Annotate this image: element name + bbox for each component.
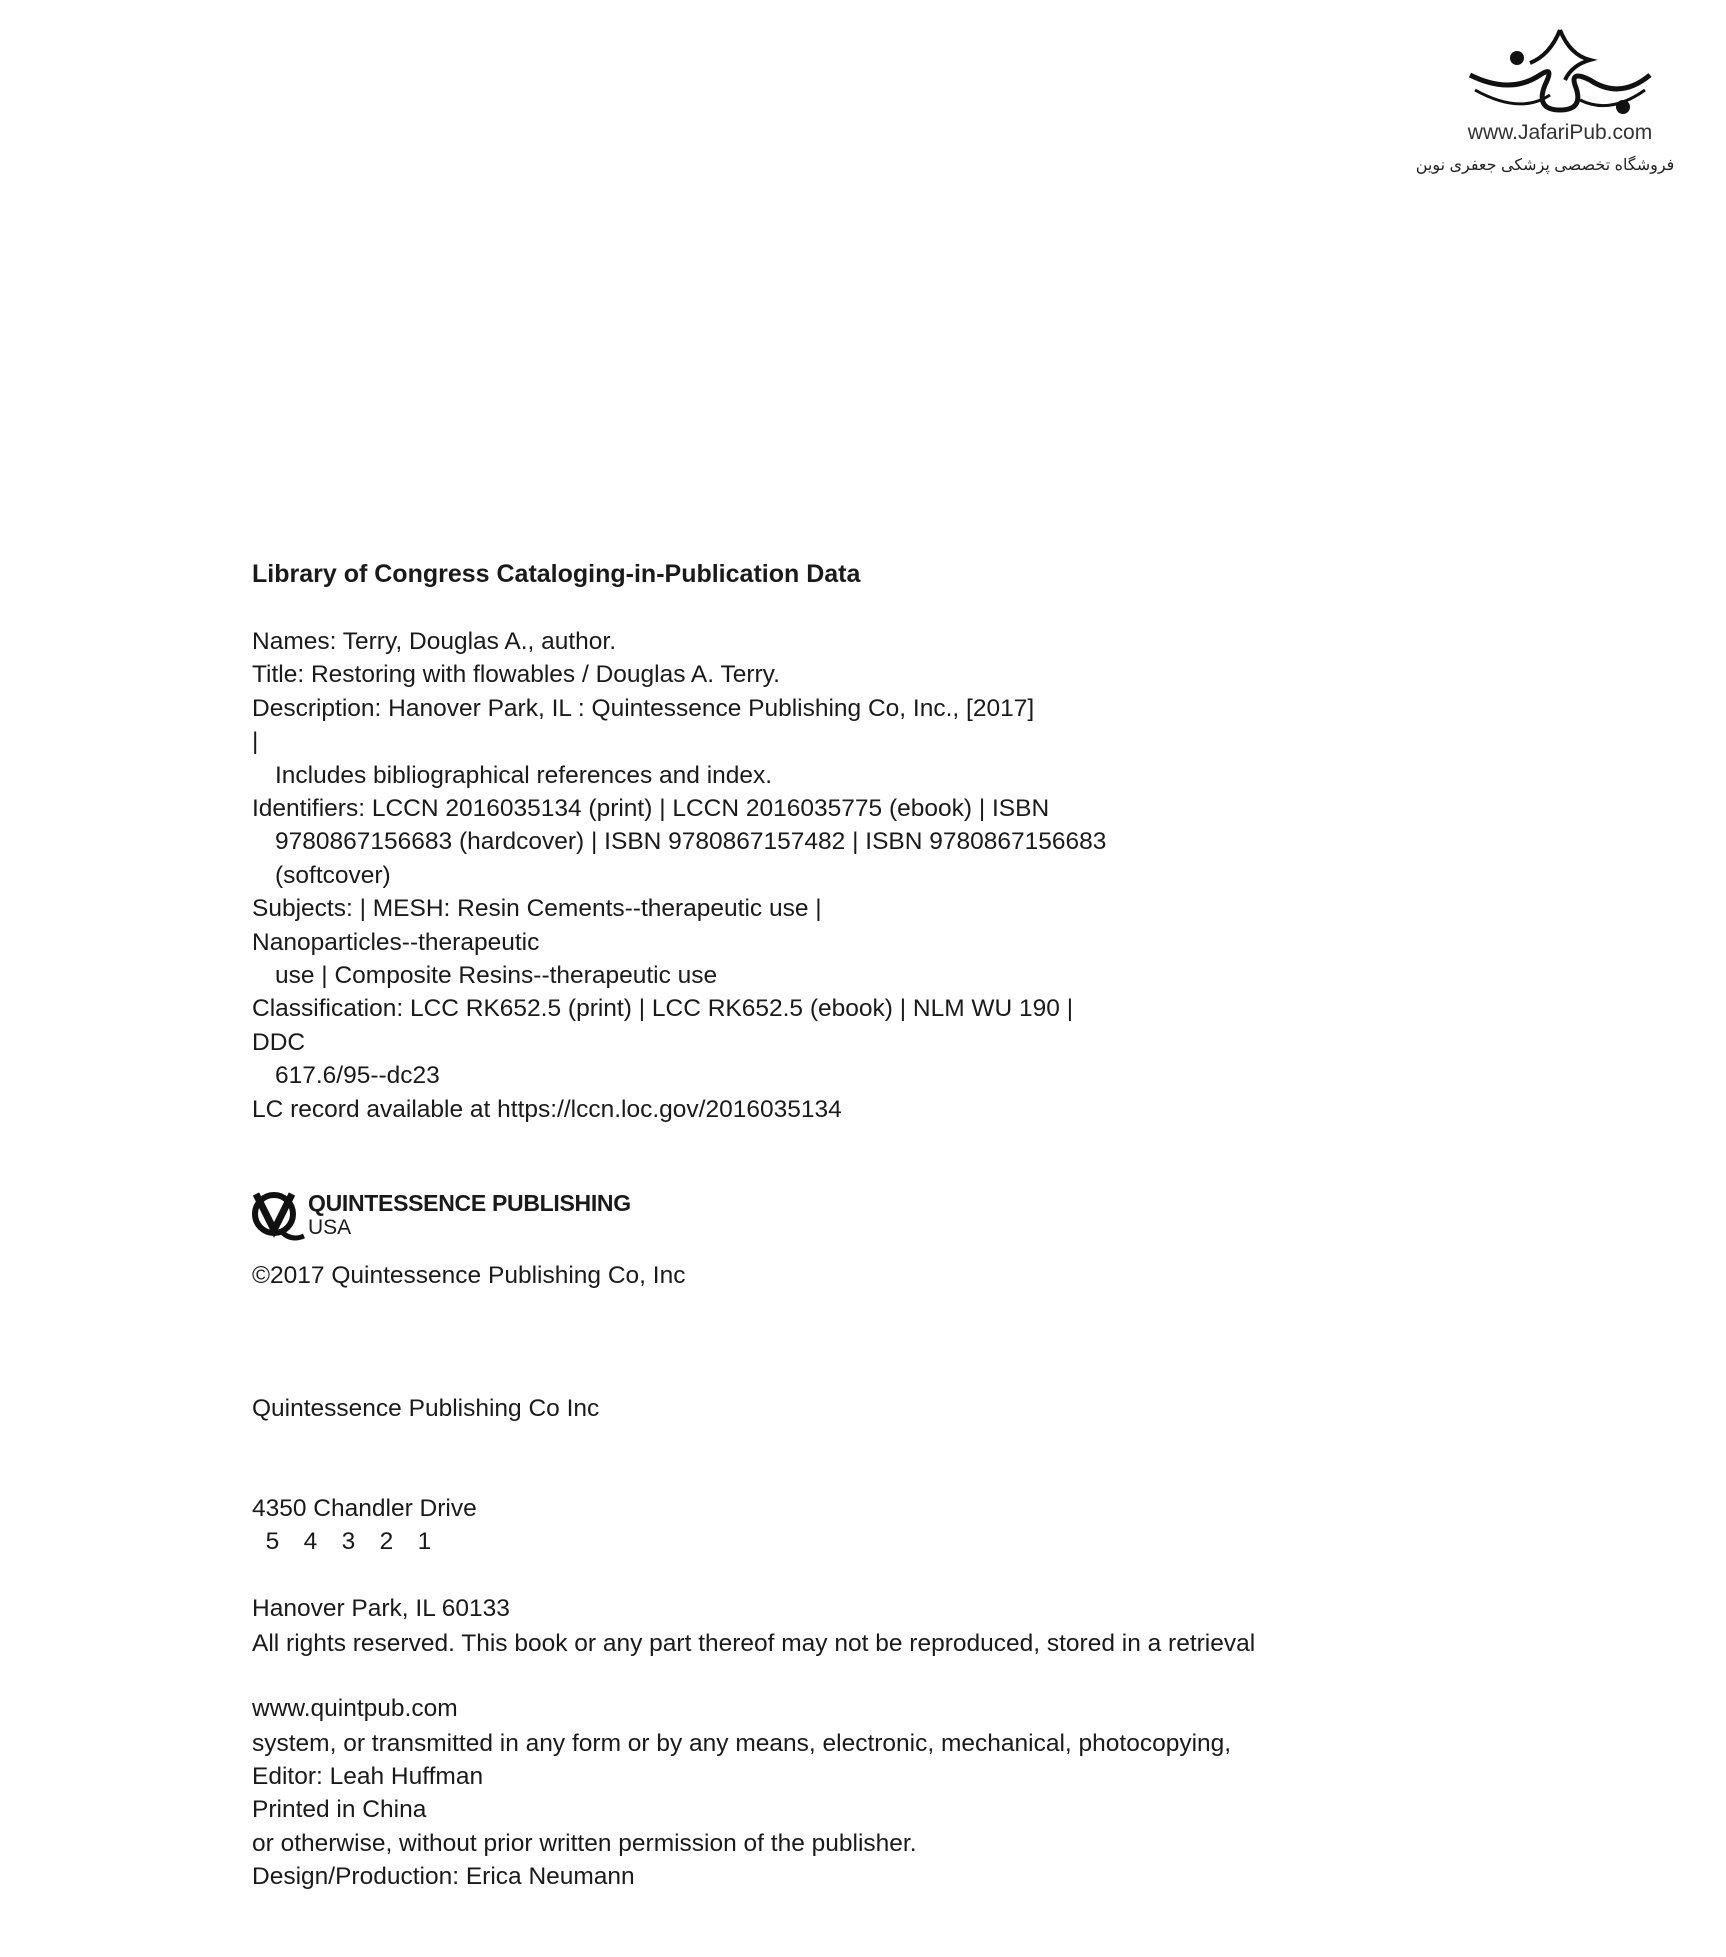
publisher-logo-name: QUINTESSENCE PUBLISHING (308, 1190, 631, 1216)
cip-line: Identifiers: LCCN 2016035134 (print) | LCCN 2016035775 (ebook) | ISBN (252, 795, 1050, 823)
qv-monogram-icon (250, 1190, 306, 1242)
publisher-logo-region: USA (308, 1216, 352, 1239)
cip-line: Names: Terry, Douglas A., author. (252, 628, 617, 655)
rights-line: or otherwise, without prior written permission of the publisher. (252, 1830, 917, 1858)
cip-line: Includes bibliographical references and index. (275, 761, 773, 789)
cip-line: Description: Hanover Park, IL : Quintessence Publishing Co, Inc., [2017] (252, 694, 1035, 722)
cip-line: Classification: LCC RK652.5 (print) | LCC RK652.5 (ebook) | NLM WU 190 | (252, 995, 1074, 1023)
address-line: 4350 Chandler Drive (252, 1495, 477, 1523)
watermark-persian-text: فروشگاه تخصصی پزشکی جعفری نوین (1415, 157, 1675, 174)
printed-in: Printed in China (252, 1796, 427, 1823)
rights-line: All rights reserved. This book or any part thereof may not be reproduced, stored in a retrieval (252, 1629, 1256, 1657)
cip-line: DDC (252, 1028, 306, 1056)
address-line: Quintessence Publishing Co Inc (252, 1394, 600, 1422)
copyright: ©2017 Quintessence Publishing Co, Inc (252, 1262, 686, 1289)
address-line: Hanover Park, IL 60133 (252, 1595, 510, 1623)
cip-line: 9780867156683 (hardcover) | ISBN 9780867157482 | ISBN 9780867156683 (275, 828, 1107, 856)
publisher-website: www.quintpub.com (252, 1695, 458, 1723)
rights-line: system, or transmitted in any form or by any means, electronic, mechanical, photocopying, (252, 1730, 1232, 1758)
printing-number: 2 (379, 1528, 394, 1556)
cip-line: 617.6/95--dc23 (275, 1062, 440, 1090)
cip-line: Subjects: | MESH: Resin Cements--therapeutic use | (252, 895, 822, 923)
cip-record (252, 625, 1106, 1126)
printing-number: 5 (265, 1528, 280, 1556)
cip-line: LC record available at https://lccn.loc.gov/2016035134 (252, 1095, 842, 1123)
design-credit: Design/Production: Erica Neumann (252, 1863, 635, 1891)
printing-number: 4 (303, 1528, 318, 1556)
cip-line: | (252, 728, 259, 756)
jafaripub-logo-icon (1460, 25, 1660, 120)
printing-numbers (252, 1492, 456, 1559)
cip-line: (softcover) (275, 861, 391, 889)
editor-credit: Editor: Leah Huffman (252, 1762, 484, 1790)
cip-line: Nanoparticles--therapeutic (252, 928, 540, 956)
cip-line: use | Composite Resins--therapeutic use (275, 962, 718, 990)
watermark-url: www.JafariPub.com (1467, 121, 1653, 144)
printing-number: 3 (341, 1528, 356, 1556)
printing-number: 1 (417, 1528, 432, 1556)
jafaripub-watermark (1410, 25, 1710, 195)
cip-heading: Library of Congress Cataloging-in-Publication Data (252, 560, 861, 588)
quintessence-logo (250, 1188, 670, 1244)
cip-line: Title: Restoring with flowables / Douglas A. Terry. (252, 661, 780, 689)
